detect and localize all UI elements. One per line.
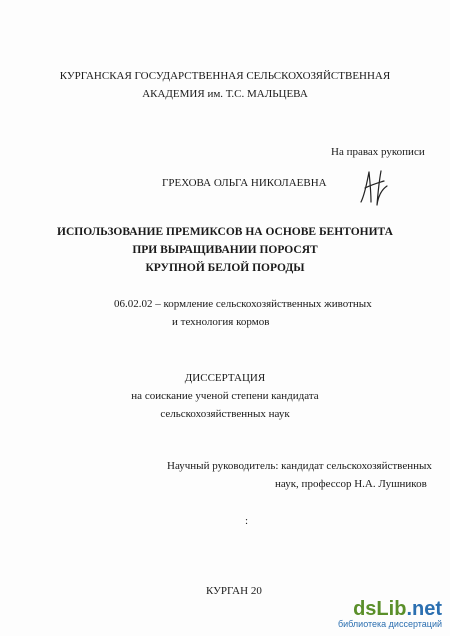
watermark-tagline: библиотека диссертаций: [337, 619, 442, 629]
watermark-logo-part-1: dsLib: [353, 598, 407, 620]
stray-mark: :: [245, 515, 249, 527]
watermark-logo-part-2: .net: [406, 598, 442, 620]
work-type-heading: ДИССЕРТАЦИЯ: [184, 372, 266, 384]
title-line-3: КРУПНОЙ БЕЛОЙ ПОРОДЫ: [145, 262, 305, 274]
title-line-1: ИСПОЛЬЗОВАНИЕ ПРЕМИКСОВ НА ОСНОВЕ БЕНТОНИТА: [57, 226, 393, 238]
title-line-2: ПРИ ВЫРАЩИВАНИИ ПОРОСЯТ: [132, 244, 318, 256]
specialty-line-1: 06.02.02 – кормление сельскохозяйственных животных: [114, 298, 372, 310]
dslib-watermark: [324, 598, 442, 632]
supervisor-line-1: Научный руководитель: кандидат сельскохозяйственных: [167, 460, 432, 472]
supervisor-line-2: наук, профессор Н.А. Лушников: [275, 478, 427, 490]
rights-note: На правах рукописи: [331, 146, 425, 158]
institution-line-2: АКАДЕМИЯ им. Т.С. МАЛЬЦЕВА: [142, 88, 308, 100]
institution-line-1: КУРГАНСКАЯ ГОСУДАРСТВЕННАЯ СЕЛЬСКОХОЗЯЙСТВЕННАЯ: [59, 70, 391, 82]
specialty-line-2: и технология кормов: [172, 316, 270, 328]
work-type-line-2: сельскохозяйственных наук: [160, 408, 290, 420]
watermark-logo: [353, 598, 442, 620]
city-year: КУРГАН 20: [206, 585, 262, 597]
author-name: ГРЕХОВА ОЛЬГА НИКОЛАЕВНА: [162, 177, 327, 189]
handwritten-signature: [357, 168, 391, 208]
work-type-line-1: на соискание ученой степени кандидата: [131, 390, 319, 402]
